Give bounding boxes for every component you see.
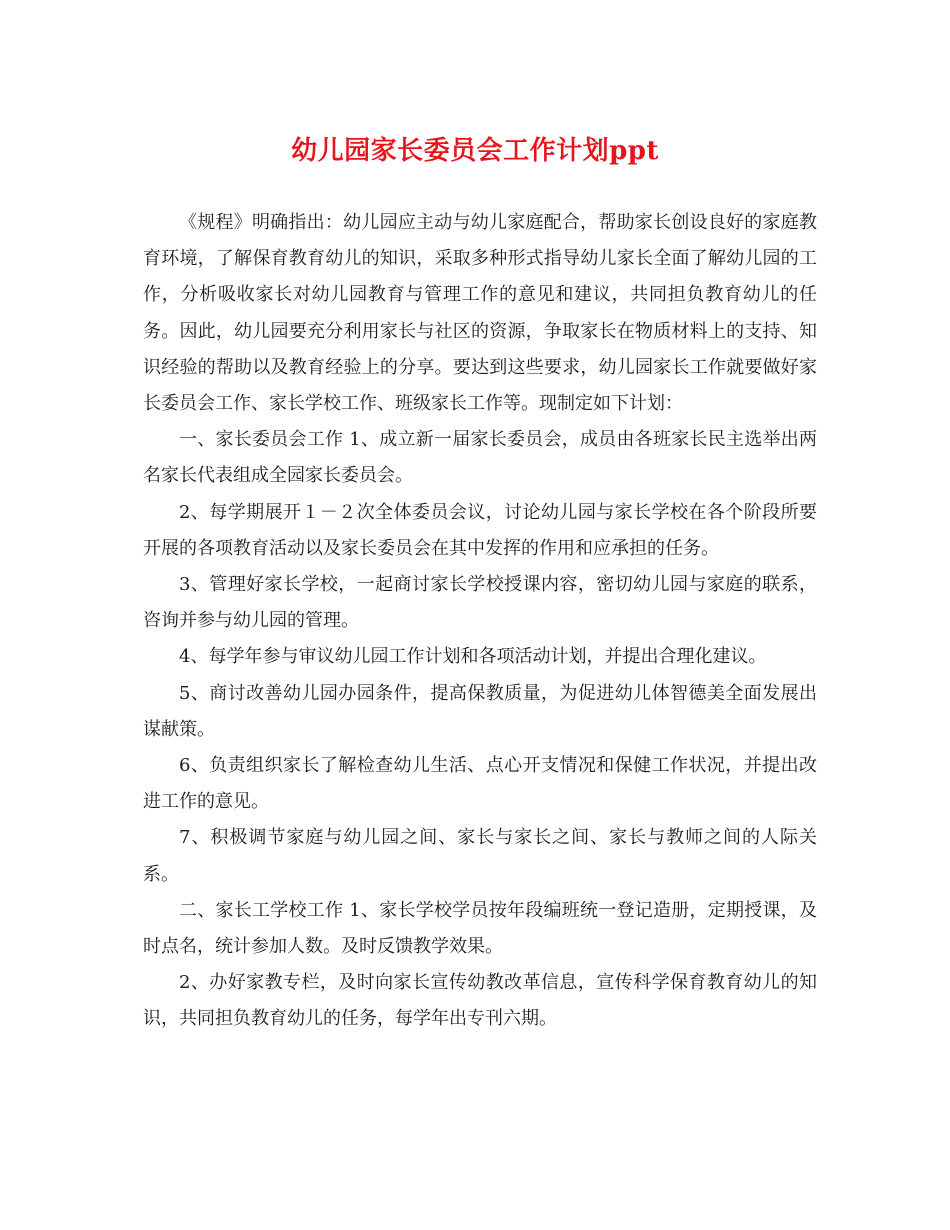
paragraph-committee-5: 5、商讨改善幼儿园办园条件，提高保教质量，为促进幼儿体智德美全面发展出谋献策。 xyxy=(143,682,817,740)
paragraph-committee-2: 2、每学期展开１－２次全体委员会议，讨论幼儿园与家长学校在各个阶段所要开展的各项教育活动以及家长委员会在其中发挥的作用和应承担的任务。 xyxy=(143,501,817,559)
paragraph-committee-1: 一、家长委员会工作 1、成立新一届家长委员会，成员由各班家长民主选举出两名家长代表组成全园家长委员会。 xyxy=(143,429,817,487)
paragraph-school-1: 二、家长工学校工作 1、家长学校学员按年段编班统一登记造册，定期授课，及时点名，统计参加人数。及时反馈教学效果。 xyxy=(143,899,817,958)
paragraph-committee-6: 6、负责组织家长了解检查幼儿生活、点心开支情况和保健工作状况，并提出改进工作的意见。 xyxy=(143,755,817,813)
paragraph-committee-4: 4、每学年参与审议幼儿园工作计划和各项活动计划，并提出合理化建议。 xyxy=(179,646,767,668)
paragraph-intro: 《规程》明确指出：幼儿园应主动与幼儿家庭配合，帮助家长创设良好的家庭教育环境，了解保育教育幼儿的知识，采取多种形式指导幼儿家长全面了解幼儿园的工作，分析吸收家长对幼儿园教育与管理工作的意见和建议，共同担负教育幼儿的任务。因此，幼儿园要充分利用家长与社区的资源，争取家长在物质材料上的支持、知识经验的帮助以及教育经验上的分享。要达到这些要求，幼儿园家长工作就要做好家长委员会工作、家长学校工作、班级家长工作等。现制定如下计划： xyxy=(143,212,817,415)
paragraph-school-2: 2、办好家教专栏，及时向家长宣传幼教改革信息，宣传科学保育教育幼儿的知识，共同担负教育幼儿的任务，每学年出专刊六期。 xyxy=(143,972,817,1030)
document-body xyxy=(143,205,817,1038)
paragraph-committee-3: 3、管理好家长学校，一起商讨家长学校授课内容，密切幼儿园与家庭的联系，咨询并参与幼儿园的管理。 xyxy=(143,574,817,632)
paragraph-committee-7: 7、积极调节家庭与幼儿园之间、家长与家长之间、家长与教师之间的人际关系。 xyxy=(143,827,817,885)
document-title: 幼儿园家长委员会工作计划ppt xyxy=(291,136,659,166)
